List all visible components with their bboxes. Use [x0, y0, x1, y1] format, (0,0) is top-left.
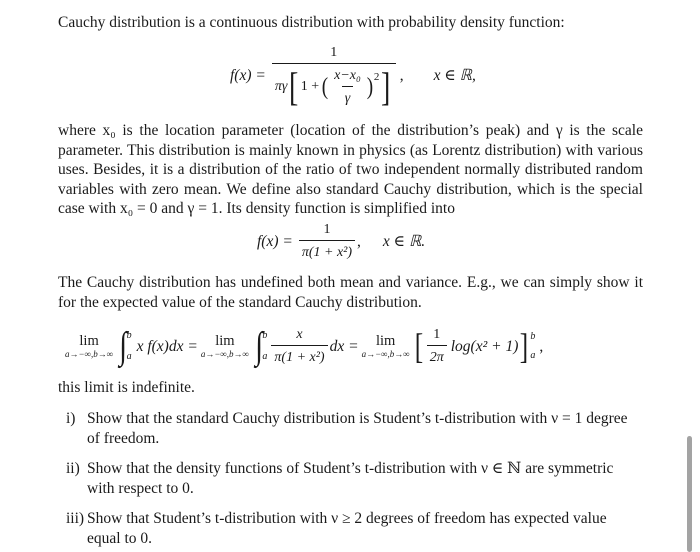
eq1-inner-den: γ: [342, 86, 354, 108]
standard-cauchy-equation: [257, 220, 425, 262]
eq3-integral-2: ∫ b a: [255, 325, 268, 367]
eq3-limit-2: lim a→−∞,b→∞: [200, 332, 249, 359]
eq3-limit-1: lim a→−∞,b→∞: [65, 332, 114, 359]
eq3-integrand-fraction: $\frac{x}{\text{π(1 + x²)}}$: [271, 325, 327, 367]
eq1-inner-one: 1 +: [300, 79, 320, 94]
eq2-lhs: f(x) =: [257, 232, 293, 250]
cauchy-pdf-equation: f(x) = 1 πγ [ 1 + ( $\frac{\text{x−x₀}}{\gamma}$ ) $^2$ ] , x ∈ ℝ,: [230, 44, 476, 109]
eq1-left-bracket: [: [289, 63, 299, 109]
eq1-fraction: [272, 43, 396, 108]
eq1-numerator: 1: [330, 44, 338, 60]
eq3-limit-3: lim a→−∞,b→∞: [361, 332, 410, 359]
eq3-bracket-fraction: $\frac{1}{2\pi}$: [427, 325, 447, 367]
eq1-den-prefix: πγ: [274, 79, 288, 94]
eq3-log: log(x² + 1): [450, 337, 519, 355]
eq1-exponent: 2: [373, 70, 380, 83]
eq3-eval-limits: b a: [530, 331, 536, 361]
exercise-label-1: i): [66, 410, 76, 427]
indefinite-note: this limit is indefinite.: [58, 379, 195, 396]
eq1-inner-num: x−x₀: [334, 67, 361, 83]
intro-paragraph: Cauchy distribution is a continuous distribution with probability density function:: [58, 14, 565, 31]
exercise-text-1: Show that the standard Cauchy distribution is Student’s t-distribution with ν = 1 degree of freedom.: [87, 410, 628, 447]
eq2-comma: ,: [357, 232, 361, 250]
eq3-dx: dx =: [329, 337, 359, 355]
eq1-domain: x ∈ ℝ,: [433, 66, 476, 84]
eq1-left-paren: (: [321, 73, 329, 100]
eq1-right-paren: ): [366, 73, 374, 100]
eq2-denominator: π(1 + x²): [299, 240, 355, 262]
eq3-integral-1: ∫ b a: [119, 325, 132, 367]
eq2-domain: x ∈ ℝ.: [382, 232, 426, 250]
eq3-end: ,: [539, 337, 544, 355]
eq2-fraction: [299, 220, 355, 262]
eq3-left-bracket: [: [414, 326, 423, 366]
eq3-right-bracket: ]: [520, 326, 529, 366]
expectation-paragraph: The Cauchy distribution has undefined both mean and variance. E.g., we can simply show it for the expected value of the standard Cauchy distribution.: [58, 274, 643, 311]
eq1-right-bracket: ]: [381, 63, 391, 109]
exercise-text-2: Show that the density functions of Student’s t-distribution with ν ∈ ℕ are symmetric with respect to 0.: [87, 460, 614, 497]
eq1-lhs: f(x) =: [230, 66, 266, 84]
eq1-denominator: [272, 63, 396, 108]
eq1-inner-fraction: [331, 66, 364, 108]
eq2-numerator: 1: [323, 222, 331, 237]
exercise-text-3: Show that Student’s t-distribution with ν ≥ 2 degrees of freedom has expected value equal to 0.: [87, 510, 607, 547]
exercise-label-2: ii): [66, 460, 80, 477]
description-paragraph: where x₀ is the location parameter (location of the distribution’s peak) and γ is the scale parameter. This distribution is mainly known in physics (as Lorentz distribution) with various uses. Besides, it is a distribution of the ratio of two independent normally distributed random variables with zero mean. We define also standard Cauchy distribution, which is the special case with x₀ = 0 and γ = 1. Its density function is simplified into: [58, 122, 643, 218]
exercise-label-3: iii): [66, 510, 85, 527]
expected-value-equation: [62, 320, 543, 372]
vertical-scrollbar[interactable]: [687, 436, 692, 552]
eq3-integrand-1: x f(x)dx =: [136, 337, 198, 355]
